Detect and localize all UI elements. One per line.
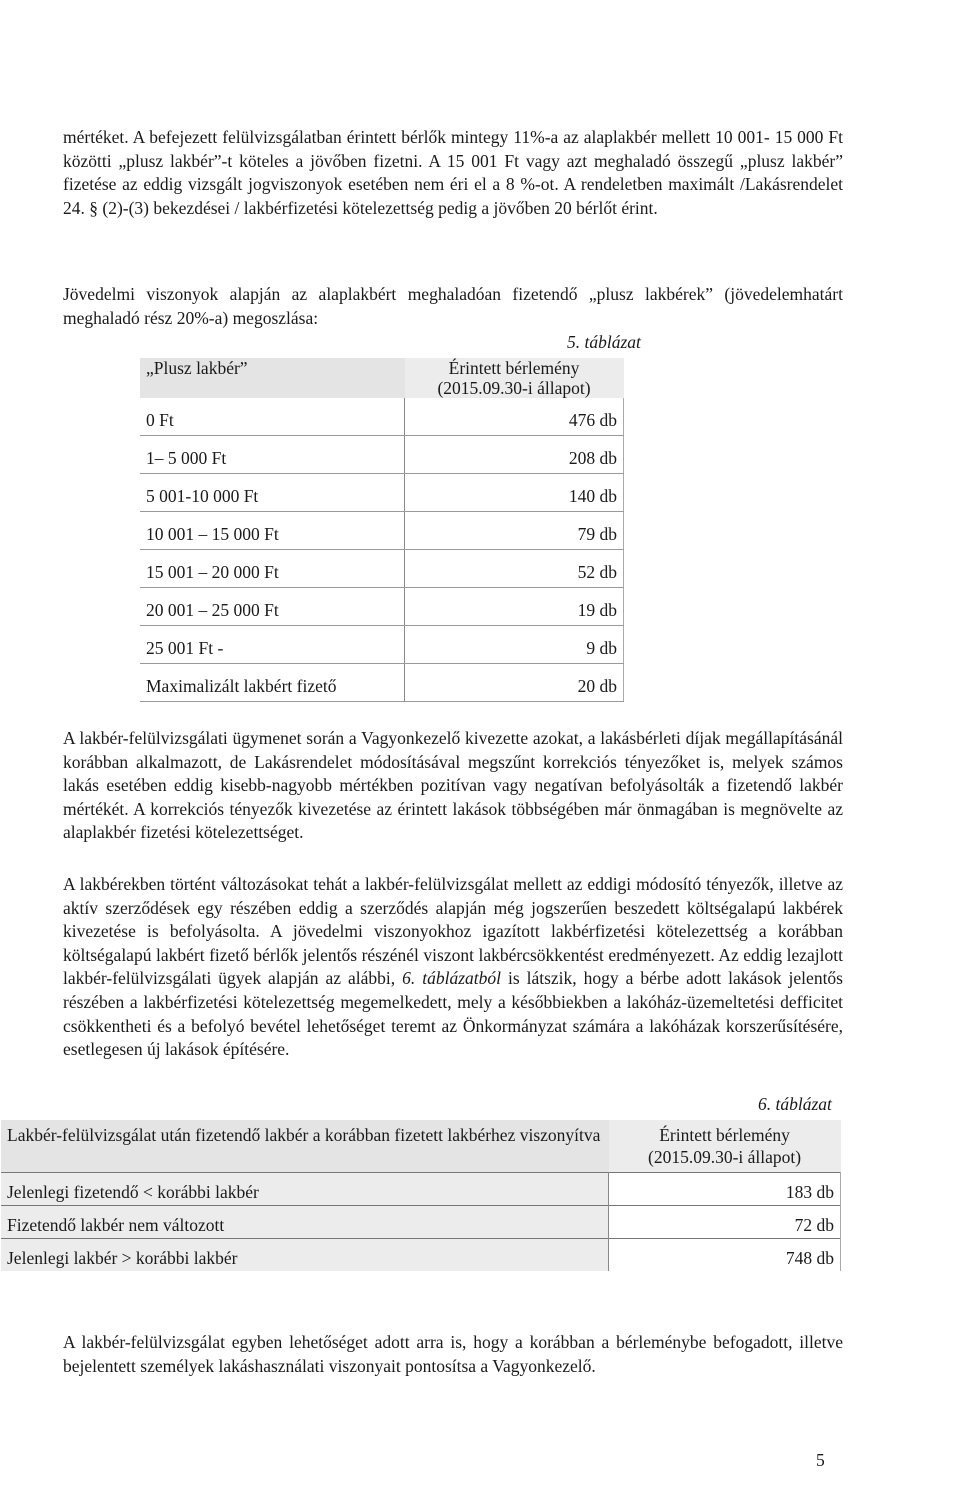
table6-caption: 6. táblázat <box>758 1094 832 1114</box>
table-5 <box>140 358 624 702</box>
table-row <box>1 1239 841 1272</box>
table5-row-label: 10 001 – 15 000 Ft <box>140 512 405 550</box>
table-row <box>140 436 624 474</box>
table5-row-value: 140 db <box>405 474 624 512</box>
table-row <box>140 398 624 436</box>
table5-header-erintett-berlemeny: Érintett bérlemény (2015.09.30-i állapot) <box>405 358 624 398</box>
table5-row-label: 0 Ft <box>140 398 405 436</box>
table5-row-value: 476 db <box>405 398 624 436</box>
table6-row-label: Fizetendő lakbér nem változott <box>1 1206 609 1239</box>
table5-caption: 5. táblázat <box>567 332 641 352</box>
table6-row-value: 72 db <box>609 1206 841 1239</box>
paragraph-4-text-b: is látszik, hogy a bérbe adott lakások jelentős részében a lakbérfizetési kötelezettség megemelkedett, mely a későbbiekben a lakóház-üzemeltetési defficitet csökkentheti és a befolyó bevétel lehetőséget teremt az Önkormányzat számára a lakóházak korszerűsítésére, esetlegesen új lakások építésére. <box>63 968 843 1060</box>
table6-row-value: 183 db <box>609 1173 841 1206</box>
table5-header-plusz-lakber: „Plusz lakbér” <box>140 358 405 398</box>
table-row <box>1 1206 841 1239</box>
table-row <box>140 588 624 626</box>
table5-row-label: 15 001 – 20 000 Ft <box>140 550 405 588</box>
table-row <box>140 474 624 512</box>
table5-row-label: 1– 5 000 Ft <box>140 436 405 474</box>
table5-row-value: 52 db <box>405 550 624 588</box>
table5-row-label: 20 001 – 25 000 Ft <box>140 588 405 626</box>
table5-row-value: 9 db <box>405 626 624 664</box>
table5-row-label: Maximalizált lakbért fizető <box>140 664 405 702</box>
table5-row-value: 20 db <box>405 664 624 702</box>
table-6 <box>1 1120 841 1271</box>
table-row <box>140 550 624 588</box>
table-row <box>1 1173 841 1206</box>
table5-row-value: 208 db <box>405 436 624 474</box>
table6-header-erintett-berlemeny: Érintett bérlemény (2015.09.30-i állapot) <box>609 1120 841 1173</box>
table-row <box>140 512 624 550</box>
table6-reference: 6. táblázatból <box>402 968 501 989</box>
table5-row-label: 5 001-10 000 Ft <box>140 474 405 512</box>
page-number: 5 <box>816 1450 825 1470</box>
table5-row-value: 79 db <box>405 512 624 550</box>
paragraph-2: Jövedelmi viszonyok alapján az alaplakbért meghaladóan fizetendő „plusz lakbérek” (jövedelemhatárt meghaladó rész 20%-a) megoszlása: <box>63 284 843 328</box>
table6-row-label: Jelenlegi fizetendő < korábbi lakbér <box>1 1173 609 1206</box>
paragraph-1: mértéket. A befejezett felülvizsgálatban érintett bérlők mintegy 11%-a az alaplakbér mellett 10 001- 15 000 Ft közötti „plusz lakbér”-t köteles a jövőben fizetni. A 15 001 Ft vagy azt meghaladó összegű „plusz lakbér” fizetése az eddig vizsgált jogviszonyok esetében nem éri el a 8 %-ot. A rendeletben maximált /Lakásrendelet 24. § (2)-(3) bekezdései / lakbérfizetési kötelezettség pedig a jövőben 20 bérlőt érint. <box>63 127 843 218</box>
paragraph-5: A lakbér-felülvizsgálat egyben lehetőséget adott arra is, hogy a korábban a bérleménybe befogadott, illetve bejelentett személyek lakáshasználati viszonyait pontosítsa a Vagyonkezelő. <box>63 1332 843 1376</box>
table5-row-label: 25 001 Ft - <box>140 626 405 664</box>
table6-row-value: 748 db <box>609 1239 841 1272</box>
paragraph-4 <box>63 873 843 1062</box>
paragraph-3: A lakbér-felülvizsgálati ügymenet során a Vagyonkezelő kivezette azokat, a lakásbérleti díjak megállapításánál korábban alkalmazott, de Lakásrendelet módosításával megszűnt korrekciós tényezőket is, melyek számos lakás esetében eddig kisebb-nagyobb mértékben pozitívan vagy negatívan befolyásolták a fizetendő lakbér mértékét. A korrekciós tényezők kivezetése az érintett lakások többségében már önmagában is megnövelte az alaplakbér fizetési kötelezettséget. <box>63 728 843 843</box>
paragraph-4-text-a: A lakbérekben történt változásokat tehát a lakbér-felülvizsgálat mellett az eddigi módosító tényezők, illetve az aktív szerződések egy részében eddig a szerződés alapján még jogszerűen beszedett költségalapú lakbérek kivezetése is befolyásolta. A jövedelmi viszonyokhoz igazított lakbérfizetési kötelezettség a korábban költségalapú lakbért fizető bérlők jelentős részénél viszont lakbércsökkentést eredményezett. Az eddig lezajlott lakbér-felülvizsgálati ügyek alapján az alábbi, <box>63 874 843 989</box>
table6-row-label: Jelenlegi lakbér > korábbi lakbér <box>1 1239 609 1272</box>
table6-header-comparison: Lakbér-felülvizsgálat után fizetendő lakbér a korábban fizetett lakbérhez viszonyítva <box>1 1120 609 1173</box>
table-row <box>140 664 624 702</box>
table-row <box>140 626 624 664</box>
table5-row-value: 19 db <box>405 588 624 626</box>
